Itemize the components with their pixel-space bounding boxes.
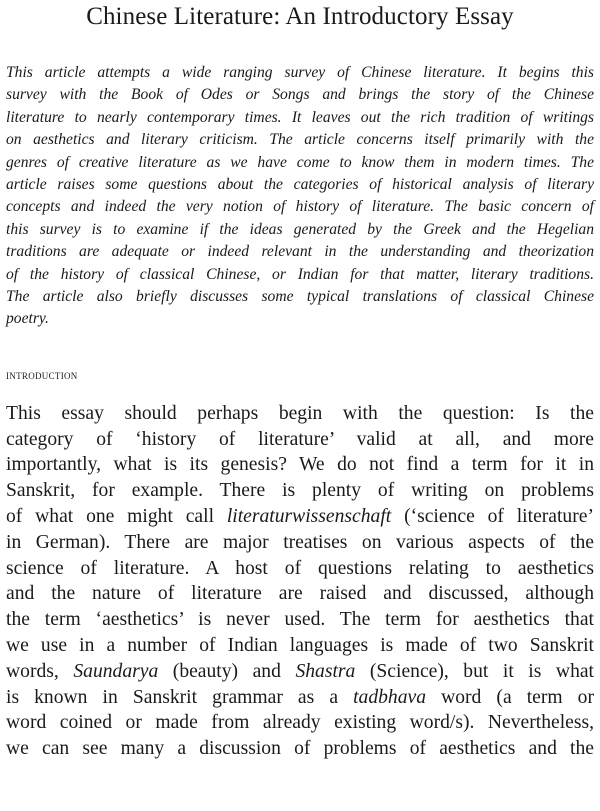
- body-text-fragment: (beauty) and: [158, 660, 296, 682]
- abstract-line: this survey is to examine if the ideas generated by the Greek and the Hegelian: [6, 220, 594, 238]
- abstract-line: The article also briefly discusses some typical translations of classical Chinese: [6, 288, 594, 306]
- body-italic-term: Shastra: [295, 660, 356, 682]
- body-line: science of literature. A host of questions relating to aesthetics: [6, 557, 594, 579]
- body-text-fragment: (‘science of literature’: [391, 506, 594, 528]
- body-line: category of ‘history of literature’ valid at all, and more: [6, 428, 594, 450]
- abstract-line: survey with the Book of Odes or Songs and brings the story of the Chinese: [6, 86, 594, 104]
- body-line: we can see many a discussion of problems of aesthetics and the: [6, 738, 594, 760]
- body-text-fragment: word (a term or: [426, 686, 595, 708]
- body-line: This essay should perhaps begin with the question: Is the: [6, 402, 594, 424]
- abstract-line: traditions are adequate or indeed relevant in the understanding and theorization: [6, 243, 594, 261]
- abstract-line: of the history of classical Chinese, or Indian for that matter, literary traditions.: [6, 265, 594, 283]
- body-text-fragment: of what one might call: [6, 506, 227, 528]
- body-line: [6, 659, 594, 685]
- abstract-line: This article attempts a wide ranging survey of Chinese literature. It begins this: [6, 64, 594, 81]
- body-line: Sanskrit, for example. There is plenty of writing on problems: [6, 480, 594, 502]
- body-line: the term ‘aesthetics’ is never used. The term for aesthetics that: [6, 609, 594, 631]
- abstract-line: article raises some questions about the categories of historical analysis of literary: [6, 176, 594, 194]
- body-line: [6, 504, 594, 530]
- body-italic-term: literaturwissenschaft: [226, 506, 392, 528]
- body-italic-term: tadbhava: [353, 686, 427, 708]
- abstract-line: poetry.: [6, 310, 49, 328]
- abstract-line: genres of creative literature as we have come to know them in modern times. The: [6, 153, 594, 171]
- document-page: [6, 0, 594, 762]
- body-line: we use in a number of Indian languages is made of two Sanskrit: [6, 635, 594, 657]
- body-line: importantly, what is its genesis? We do not find a term for it in: [6, 454, 594, 476]
- body-line: [6, 685, 594, 711]
- abstract: [6, 62, 594, 331]
- body-line: word coined or made from already existing word/s). Nevertheless,: [6, 712, 594, 734]
- body-text-fragment: (Science), but it is what: [355, 660, 595, 682]
- body-paragraph: [6, 401, 594, 762]
- section-heading: introduction: [6, 366, 78, 382]
- abstract-line: literature to nearly contemporary times. It leaves out the rich tradition of writings: [6, 108, 594, 126]
- body-line: in German). There are major treatises on various aspects of the: [6, 531, 594, 553]
- body-text-fragment: words,: [6, 660, 74, 682]
- body-text-fragment: is known in Sanskrit grammar as a: [6, 686, 354, 708]
- document-title: Chinese Literature: An Introductory Essay: [86, 3, 514, 30]
- abstract-line: concepts and indeed the very notion of history of literature. The basic concern of: [6, 198, 594, 216]
- abstract-line: on aesthetics and literary criticism. The article concerns itself primarily with the: [6, 131, 594, 149]
- body-line: and the nature of literature are raised and discussed, although: [6, 583, 594, 605]
- body-italic-term: Saundarya: [73, 660, 159, 682]
